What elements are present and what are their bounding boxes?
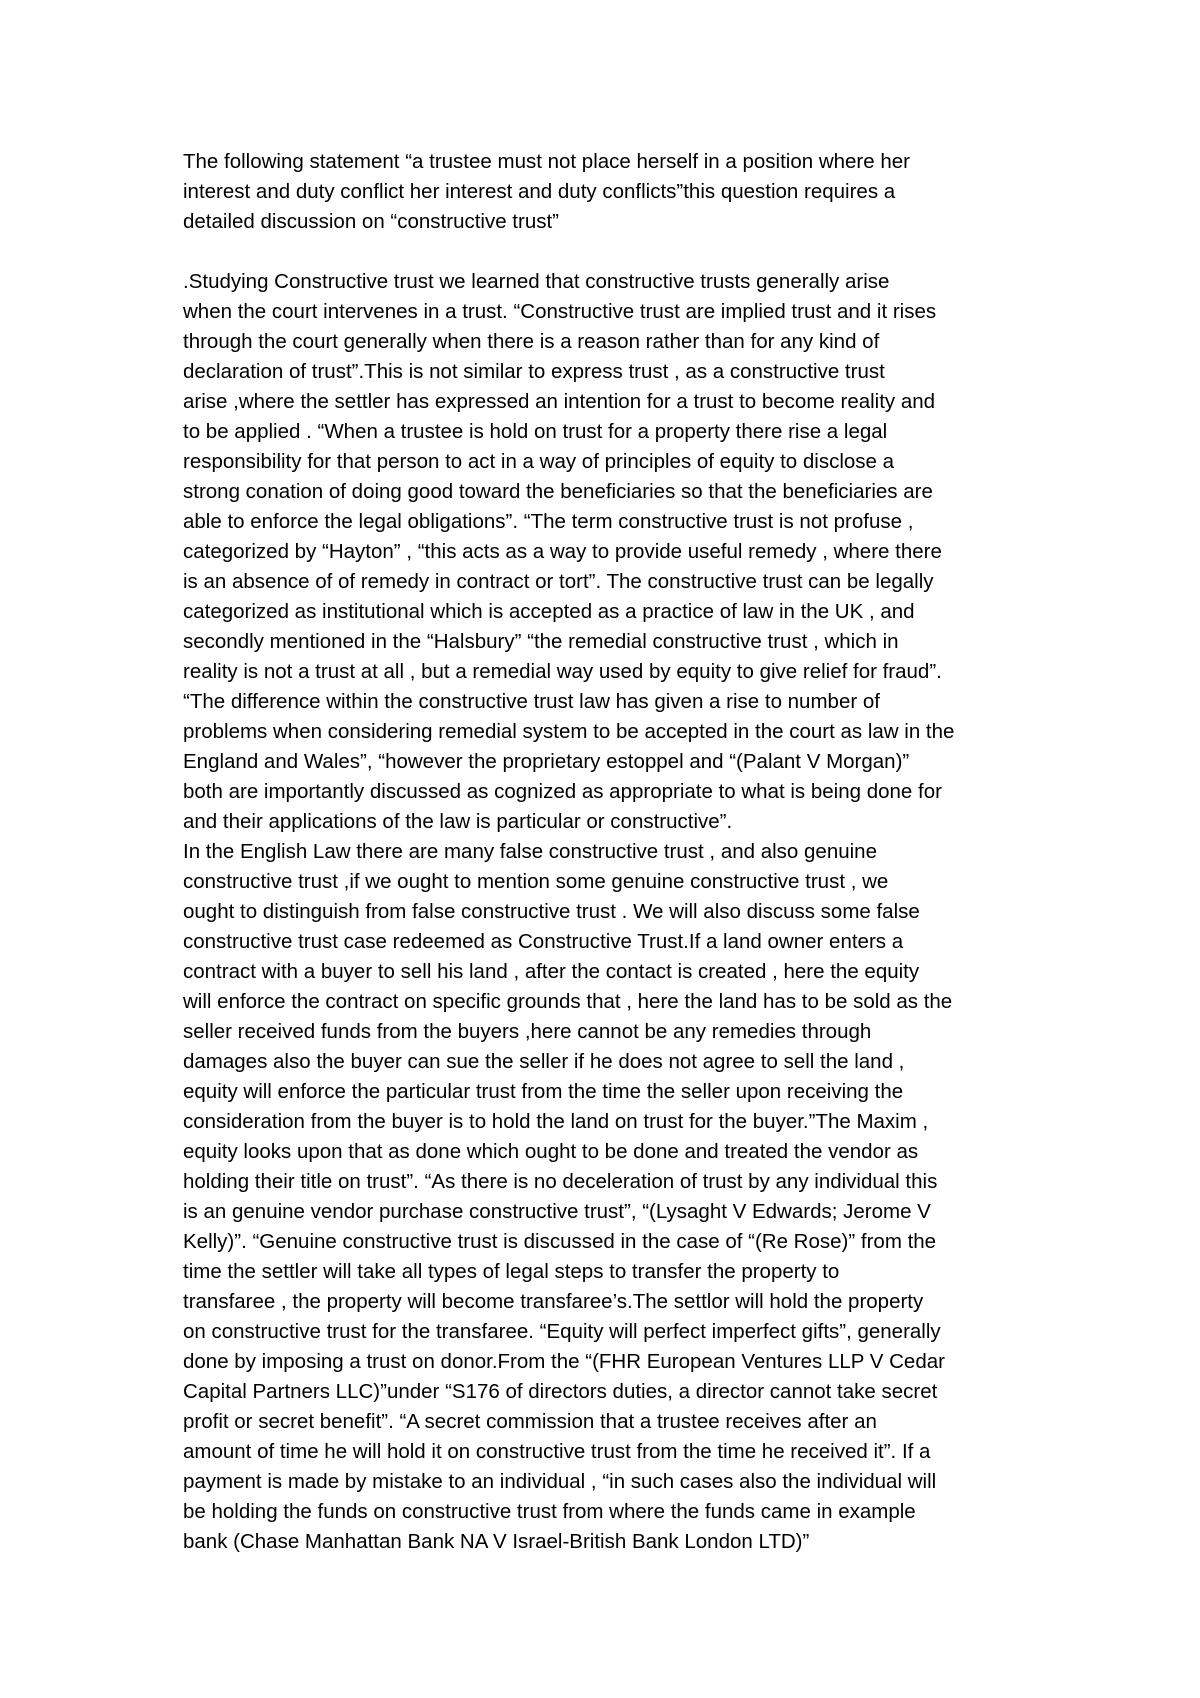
body-paragraph-constructive-trust: .Studying Constructive trust we learned that constructive trusts generally arise when the court intervenes in a trust. “Constructive trust are implied trust and it rises through the court generally when there is a reason rather than for any kind of declaration of trust”.This is not similar to express trust , as a constructive trust arise ,where the settler has expressed an intention for a trust to become reality and to be applied . “When a trustee is hold on trust for a property there rise a legal responsibility for that person to act in a way of principles of equity to disclose a strong conation of doing good toward the beneficiaries so that the beneficiaries are able to enforce the legal obligations”. “The term constructive trust is not profuse , categorized by “Hayton” , “this acts as a way to provide useful remedy , where there is an absence of of remedy in contract or tort”. The constructive trust can be legally categorized as institutional which is accepted as a practice of law in the UK , and secondly mentioned in the “Halsbury” “the remedial constructive trust , which in reality is not a trust at all , but a remedial way used by equity to give relief for fraud”. “The difference within the constructive trust law has given a rise to number of problems when considering remedial system to be accepted in the court as law in the England and Wales”, “however the proprietary estoppel and “(Palant V Morgan)” both are importantly discussed as cognized as appropriate to what is being done for and their applications of the law is particular or constructive”. [183, 270, 955, 833]
document-body [183, 147, 1043, 1557]
body-paragraph-english-law: In the English Law there are many false constructive trust , and also genuine constructive trust ,if we ought to mention some genuine constructive trust , we ought to distinguish from false constructive trust . We will also discuss some false constructive trust case redeemed as Constructive Trust.If a land owner enters a contract with a buyer to sell his land , after the contact is created , here the equity will enforce the contract on specific grounds that , here the land has to be sold as the seller received funds from the buyers ,here cannot be any remedies through damages also the buyer can sue the seller if he does not agree to sell the land , equity will enforce the particular trust from the time the seller upon receiving the consideration from the buyer is to hold the land on trust for the buyer.”The Maxim , equity looks upon that as done which ought to be done and treated the vendor as holding their title on trust”. “As there is no deceleration of trust by any individual this is an genuine vendor purchase constructive trust”, “(Lysaght V Edwards; Jerome V Kelly)”. “Genuine constructive trust is discussed in the case of “(Re Rose)” from the time the settler will take all types of legal steps to transfer the property to transfaree , the property will become transfaree’s.The settlor will hold the property on constructive trust for the transfaree. “Equity will perfect imperfect gifts”, generally done by imposing a trust on donor.From the “(FHR European Ventures LLP V Cedar Capital Partners LLC)”under “S176 of directors duties, a director cannot take secret profit or secret benefit”. “A secret commission that a trustee receives after an amount of time he will hold it on constructive trust from the time he received it”. If a payment is made by mistake to an individual , “in such cases also the individual will be holding the funds on constructive trust from where the funds came in example bank (Chase Manhattan Bank NA V Israel-British Bank London LTD)” [183, 840, 953, 1553]
intro-paragraph: The following statement “a trustee must not place herself in a position where her interest and duty conflict her interest and duty conflicts”this question requires a detailed discussion on “constructive trust” [183, 150, 910, 233]
